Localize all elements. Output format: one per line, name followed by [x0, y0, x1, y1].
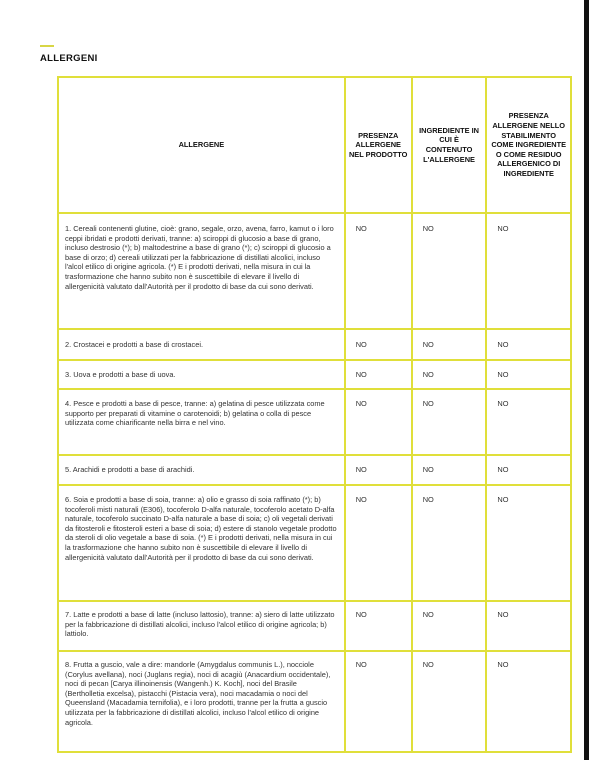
header-allergen: ALLERGENE: [58, 77, 345, 213]
plant-cell: NO: [486, 389, 571, 455]
table-row: [58, 651, 571, 752]
table-header-row: [58, 77, 571, 213]
in-product-cell: NO: [345, 213, 412, 329]
allergen-cell: 4. Pesce e prodotti a base di pesce, tranne: a) gelatina di pesce utilizzata come supporto per preparati di vitamine o carotenoidi; b) gelatina o colla di pesce utilizzata come chiarificante nella birra e nel vino.: [58, 389, 345, 455]
plant-cell: NO: [486, 485, 571, 601]
allergen-cell: 5. Arachidi e prodotti a base di arachidi.: [58, 455, 345, 485]
in-product-cell: NO: [345, 651, 412, 752]
plant-cell: NO: [486, 651, 571, 752]
section-title: ALLERGENI: [40, 53, 98, 64]
table-row: [58, 485, 571, 601]
allergen-table: [57, 76, 572, 753]
in-product-cell: NO: [345, 601, 412, 651]
table-row: [58, 329, 571, 360]
table-row: [58, 455, 571, 485]
ingredient-cell: NO: [412, 455, 487, 485]
ingredient-cell: NO: [412, 213, 487, 329]
in-product-cell: NO: [345, 485, 412, 601]
table-row: [58, 360, 571, 389]
table-row: [58, 389, 571, 455]
allergen-cell: 1. Cereali contenenti glutine, cioè: grano, segale, orzo, avena, farro, kamut o i loro ceppi ibridati e prodotti derivati, tranne: a) sciroppi di glucosio a base di grano, incluso destrosio (*); b) maltodestrine a base di grano (*); c) sciroppi di glucosio a base di orzo; d) cereali utilizzati per la fabbricazione di distillati alcolici, incluso l'alcol etilico di origine agricola. (*) E i prodotti derivati, nella misura in cui la trasformazione che hanno subito non è suscettibile di elevare il livello di allergenicità valutato dall'Autorità per il prodotto di base da cui sono derivati.: [58, 213, 345, 329]
allergen-cell: 3. Uova e prodotti a base di uova.: [58, 360, 345, 389]
in-product-cell: NO: [345, 455, 412, 485]
in-product-cell: NO: [345, 389, 412, 455]
plant-cell: NO: [486, 329, 571, 360]
ingredient-cell: NO: [412, 651, 487, 752]
allergen-cell: 6. Soia e prodotti a base di soia, tranne: a) olio e grasso di soia raffinato (*); b) tocoferoli misti naturali (E306), tocoferolo D-alfa naturale, tocoferolo acetato D-alfa naturale, tocoferolo succinato D-alfa naturale a base di soia; c) oli vegetali derivati da fitosteroli e fitosteroli esteri a base di soia; d) estere di stanolo vegetale prodotto da steroli di olio vegetale a base di soia. (*) E i prodotti derivati, nella misura in cui la trasformazione che hanno subito non è suscettibile di elevare il livello di allergenicità valutato dall'Autorità per il prodotto di base da cui sono derivati.: [58, 485, 345, 601]
ingredient-cell: NO: [412, 329, 487, 360]
right-edge-border: [584, 0, 589, 760]
header-ingredient: INGREDIENTE IN CUI È CONTENUTO L'ALLERGENE: [412, 77, 487, 213]
allergen-cell: 7. Latte e prodotti a base di latte (incluso lattosio), tranne: a) siero di latte utilizzato per la fabbricazione di distillati alcolici, incluso l'alcol etilico di origine agricola; b) lattiolo.: [58, 601, 345, 651]
plant-cell: NO: [486, 360, 571, 389]
allergen-cell: 8. Frutta a guscio, vale a dire: mandorle (Amygdalus communis L.), nocciole (Corylus avellana), noci (Juglans regia), noci di acagiù (Anacardium occidentale), noci di pecan [Carya illinoinensis (Wangenh.) K. Koch], noci del Brasile (Bertholletia excelsa), pistacchi (Pistacia vera), noci macadamia o noci del Queensland (Macadamia ternifolia), e i loro prodotti, tranne per la frutta a guscio utilizzata per la fabbricazione di distillati alcolici, incluso l'alcol etilico di origine agricola.: [58, 651, 345, 752]
header-plant: PRESENZA ALLERGENE NELLO STABILIMENTO COME INGREDIENTE O COME RESIDUO ALLERGENICO DI INGREDIENTE: [486, 77, 571, 213]
ingredient-cell: NO: [412, 389, 487, 455]
in-product-cell: NO: [345, 329, 412, 360]
plant-cell: NO: [486, 213, 571, 329]
ingredient-cell: NO: [412, 601, 487, 651]
table-row: [58, 601, 571, 651]
table-row: [58, 213, 571, 329]
in-product-cell: NO: [345, 360, 412, 389]
ingredient-cell: NO: [412, 485, 487, 601]
title-accent-line: [40, 45, 54, 47]
allergen-cell: 2. Crostacei e prodotti a base di crostacei.: [58, 329, 345, 360]
ingredient-cell: NO: [412, 360, 487, 389]
plant-cell: NO: [486, 601, 571, 651]
header-in-product: PRESENZA ALLERGENE NEL PRODOTTO: [345, 77, 412, 213]
plant-cell: NO: [486, 455, 571, 485]
